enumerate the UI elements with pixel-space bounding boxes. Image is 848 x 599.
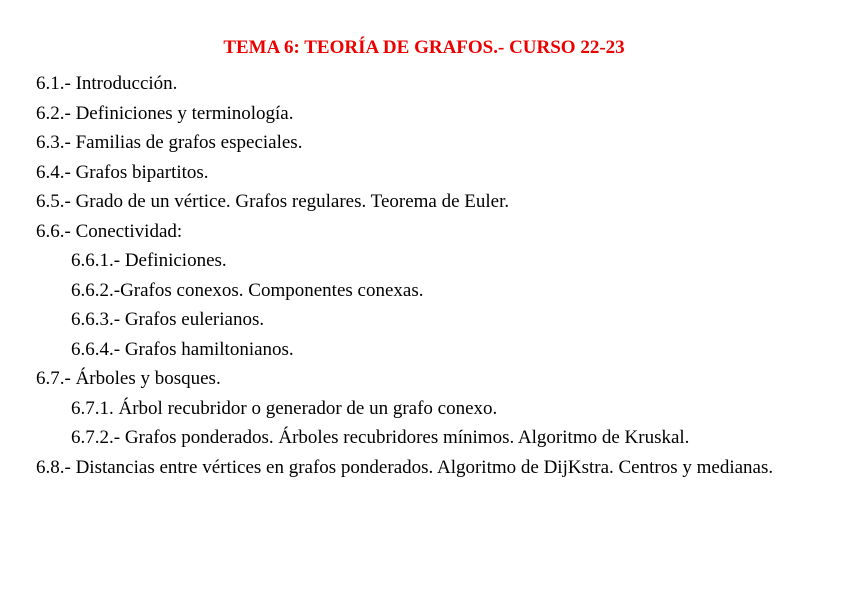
- document-title: TEMA 6: TEORÍA DE GRAFOS.- CURSO 22-23: [223, 37, 625, 58]
- toc-item-6-6: 6.6.- Conectividad:: [36, 220, 183, 242]
- toc-item-6-2: 6.2.- Definiciones y terminología.: [36, 102, 294, 124]
- toc-item-6-6-3: 6.6.3.- Grafos eulerianos.: [71, 309, 265, 330]
- toc-item-6-4: 6.4.- Grafos bipartitos.: [36, 161, 209, 183]
- toc-item-6-3: 6.3.- Familias de grafos especiales.: [36, 132, 303, 153]
- table-of-contents: [36, 69, 796, 478]
- toc-item-6-6-2: 6.6.2.-Grafos conexos. Componentes conexas.: [71, 279, 424, 301]
- toc-item-6-5: 6.5.- Grado de un vértice. Grafos regulares. Teorema de Euler.: [36, 191, 510, 212]
- toc-item-6-7-2: 6.7.2.- Grafos ponderados. Árboles recubridores mínimos. Algoritmo de Kruskal.: [71, 427, 690, 448]
- toc-item-6-1: 6.1.- Introducción.: [36, 73, 178, 94]
- toc-item-6-7: 6.7.- Árboles y bosques.: [36, 368, 221, 389]
- toc-item-6-6-1: 6.6.1.- Definiciones.: [71, 250, 227, 271]
- toc-item-6-7-1: 6.7.1. Árbol recubridor o generador de un grafo conexo.: [71, 397, 498, 419]
- toc-item-6-8: 6.8.- Distancias entre vértices en grafos ponderados. Algoritmo de DijKstra. Centros y medianas.: [36, 456, 774, 478]
- toc-item-6-6-4: 6.6.4.- Grafos hamiltonianos.: [71, 338, 294, 360]
